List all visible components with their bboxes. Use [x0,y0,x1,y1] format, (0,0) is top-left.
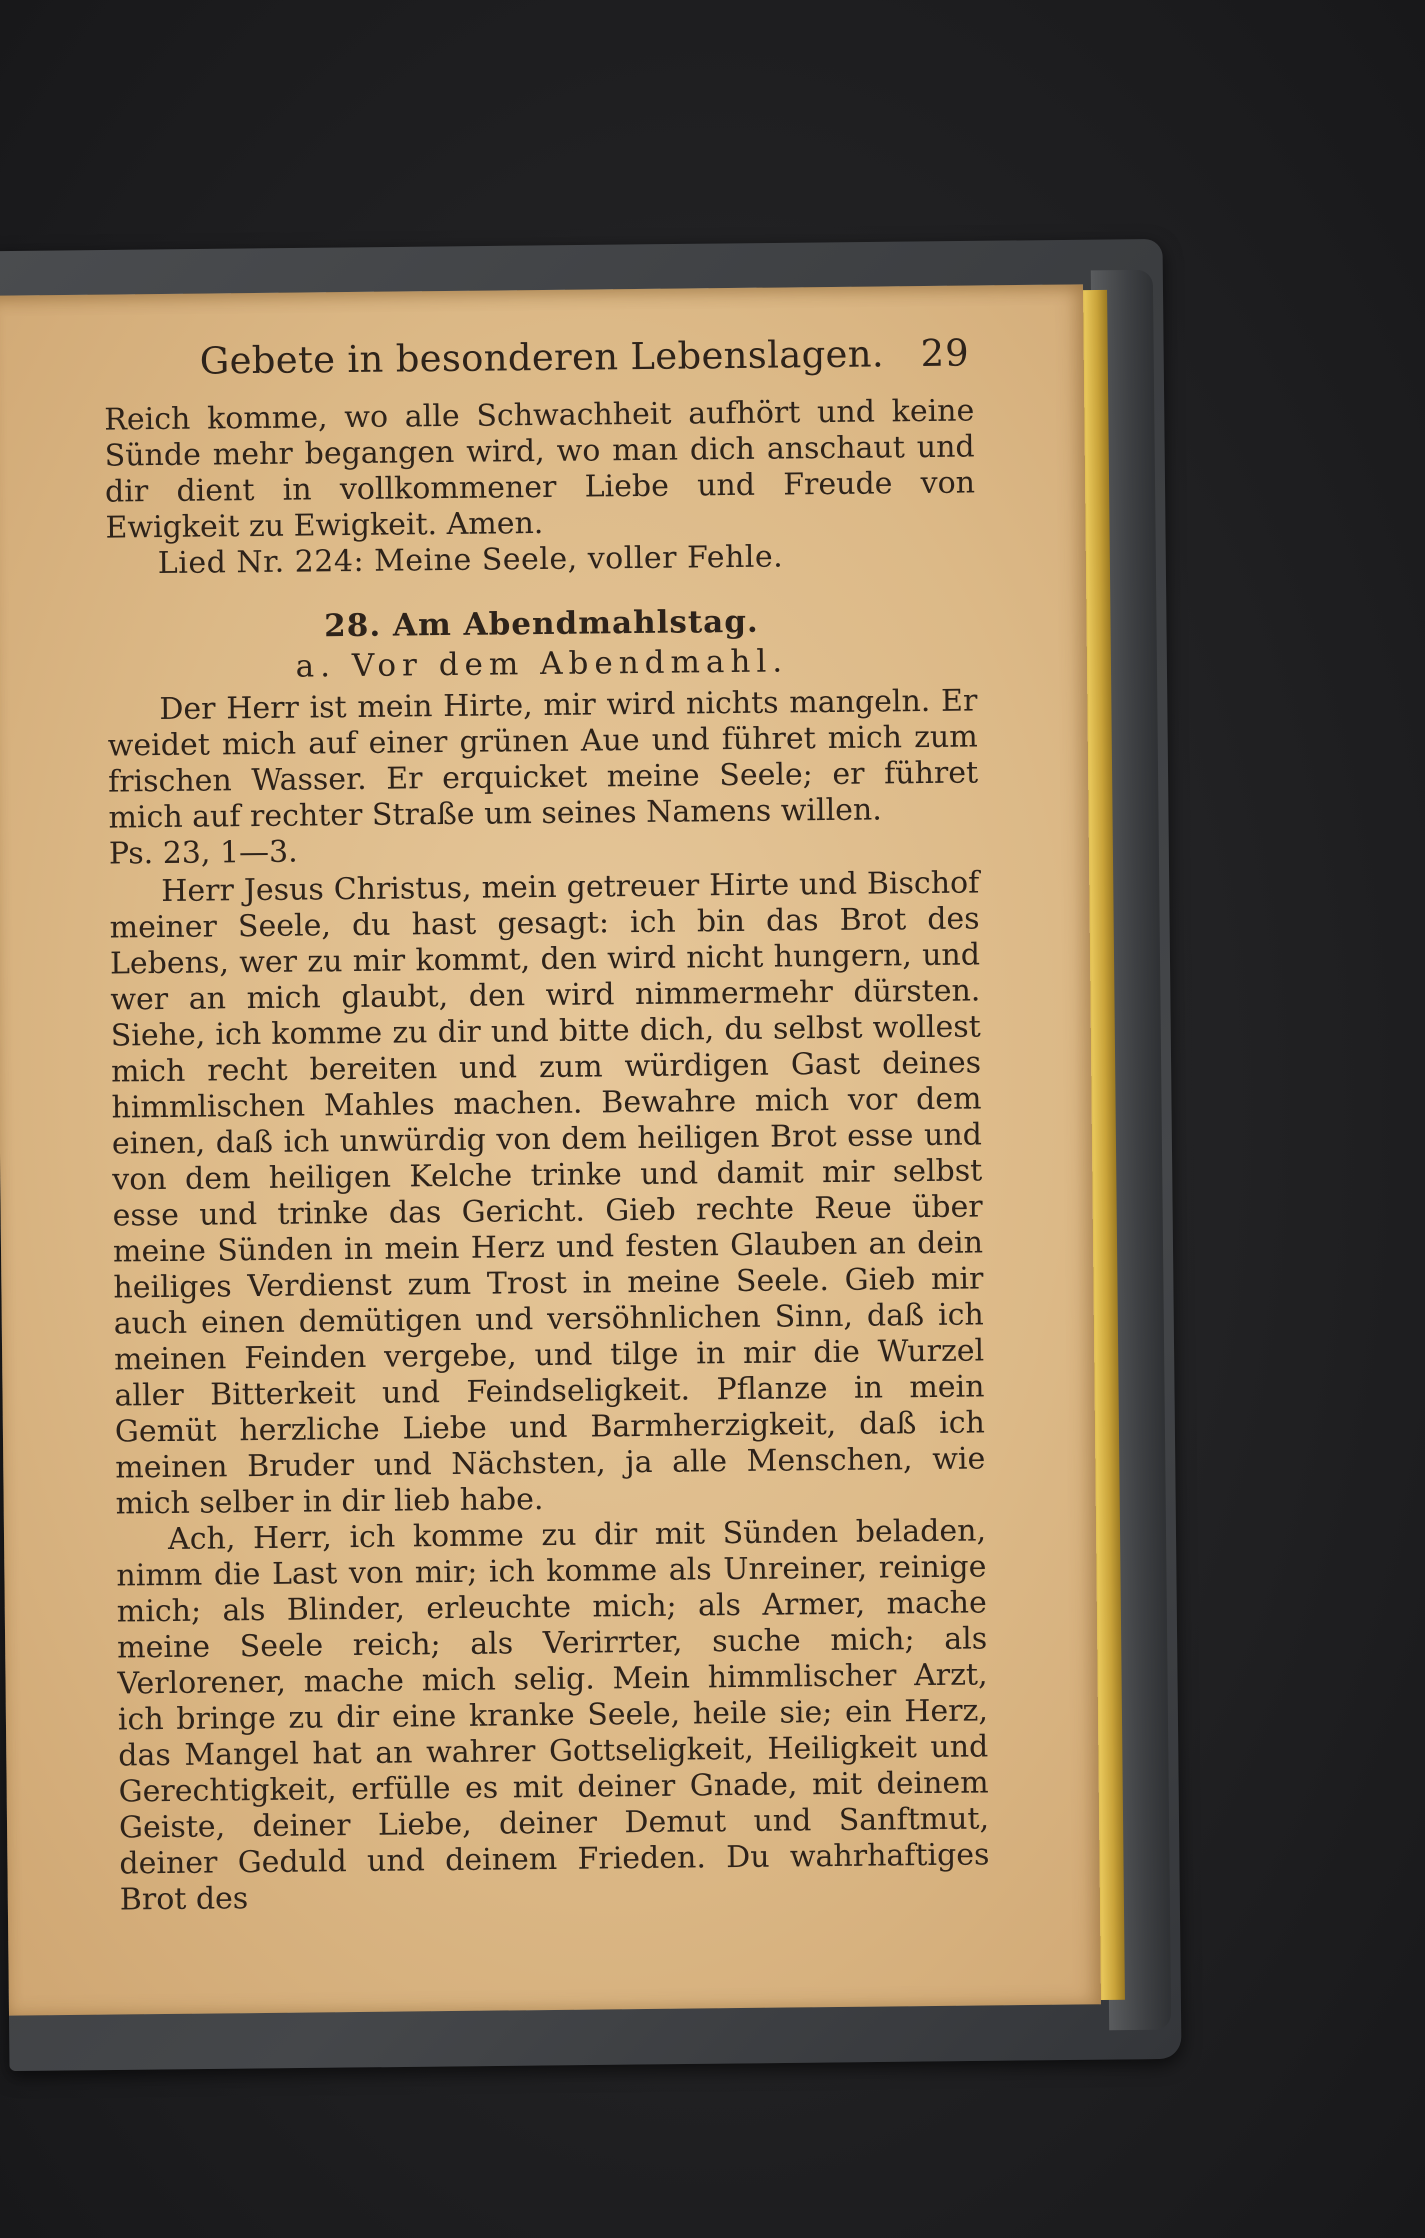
continuation-paragraph: Reich komme, wo alle Schwachheit aufhört und keine Sünde mehr begangen wird, wo man dich anschaut und dir dient in vollkommener Liebe und Freude von Ewigkeit zu Ewigkeit. Amen. [104,393,976,546]
book-page [0,284,1101,2015]
scripture-paragraph: Der Herr ist mein Hirte, mir wird nichts mangeln. Er weidet mich auf einer grünen Aue und führet mich zum frischen Wasser. Er erquicket meine Seele; er führet mich auf rechter Straße um seines Namens willen. [107,683,979,836]
running-head [103,331,973,384]
subsection-title: a. Vor dem Abendmahl. [295,643,789,685]
page-text-block [103,331,989,1918]
prayer-paragraph-1: Herr Jesus Christus, mein getreuer Hirte und Bischof meiner Seele, du hast gesagt: ich bin das Brot des Lebens, wer zu mir kommt, den wird nicht hungern, und wer an mich glaubt, den wird nimmermehr dürsten. Siehe, ich komme zu dir und bitte dich, du selbst wollest mich recht bereiten und zum würdigen Gast deines himmlischen Mahles machen. Bewahre mich vor dem einen, daß ich unwürdig von dem heiligen Brot esse und von dem heiligen Kelche trinke und damit mir selbst esse und trinke das Gericht. Gieb rechte Reue über meine Sünden in mein Herz und festen Glauben an dein heiliges Verdienst zum Trost in meine Seele. Gieb mir auch einen demütigen und versöhnlichen Sinn, daß ich meinen Feinden vergebe, und tilge in mir die Wurzel aller Bitterkeit und Feindseligkeit. Pflanze in mein Gemüt herzliche Liebe und Barmherzigkeit, daß ich meinen Bruder und Nächsten, ja alle Menschen, wie mich selber in dir lieb habe. [109,865,986,1522]
prayer-paragraph-2: Ach, Herr, ich komme zu dir mit Sünden beladen, nimm die Last von mir; ich komme als Unreiner, reinige mich; als Blinder, erleuchte mich; als Armer, mache meine Seele reich; als Verirrter, suche mich; als Verlorener, mache mich selig. Mein himmlischer Arzt, ich bringe zu dir eine kranke Seele, heile sie; ein Herz, das Mangel hat an wahrer Gottseligkeit, Heiligkeit und Gerechtigkeit, erfülle es mit deiner Gnade, mit deinem Geiste, deiner Liebe, deiner Demut und Sanftmut, deiner Geduld und deinem Frieden. Du wahrhaftiges Brot des [116,1513,990,1918]
running-head-title: Gebete in besonderen Lebenslagen. [199,332,885,383]
section-title: 28. Am Abendmahlstag. [324,603,759,645]
scripture-reference: Ps. 23, 1—3. [108,834,298,872]
page-number: 29 [920,331,970,376]
song-reference: Lied Nr. 224: Meine Seele, voller Fehle. [157,539,784,582]
